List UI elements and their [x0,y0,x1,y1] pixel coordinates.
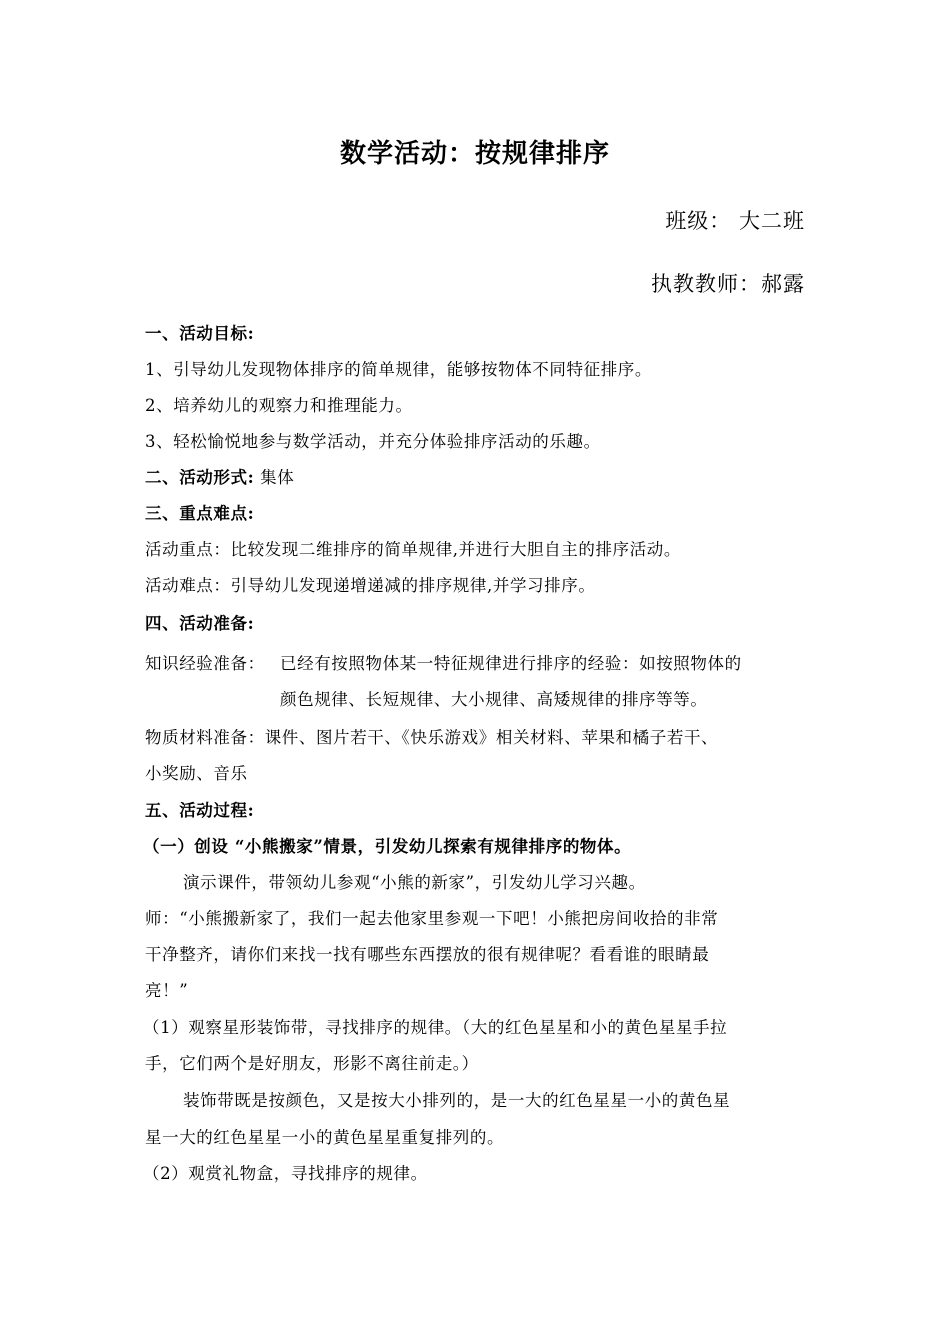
document-title: 数学活动：按规律排序 [339,139,610,169]
class-line: 班级： 大二班 [665,209,805,233]
goal-item-2: 2、培养幼儿的观察力和推理能力。 [145,396,413,415]
process-subheading-1: （一）创设 “小熊搬家”情景，引发幼儿探索有规律排序的物体。 [143,837,632,856]
goal-item-3: 3、轻松愉悦地参与数学活动，并充分体验排序活动的乐趣。 [145,432,601,451]
section-heading-focus: 三、重点难点: [145,504,255,523]
section-heading-form: 二、活动形式: [145,468,255,487]
section-heading-process: 五、活动过程: [145,801,255,820]
knowledge-label: 知识经验准备： [145,654,265,673]
teacher-line: 执教教师：郝露 [651,272,805,296]
knowledge-text-2: 颜色规律、长短规律、大小规律、高矮规律的排序等等。 [280,690,708,709]
material-text-1: 物质材料准备：课件、图片若干、《快乐游戏》相关材料、苹果和橘子若干、 [145,728,719,747]
ribbon-paragraph-line-2: 星一大的红色星星一小的黄色星星重复排列的。 [145,1128,505,1147]
observe-star-line-1: （1）观察星形装饰带，寻找排序的规律。（大的红色星星和小的黄色星星手拉 [143,1018,728,1037]
observe-giftbox-line: （2）观赏礼物盒，寻找排序的规律。 [143,1164,428,1183]
material-text-2: 小奖励、音乐 [145,764,248,783]
teacher-quote-line-2: 干净整齐，请你们来找一找有哪些东西摆放的很有规律呢？看看谁的眼睛最 [145,945,710,964]
focus-key-point: 活动重点：比较发现二维排序的简单规律,并进行大胆自主的排序活动。 [145,540,681,559]
teacher-quote-line-1: 师：“小熊搬新家了，我们一起去他家里参观一下吧！小熊把房间收拾的非常 [145,909,719,928]
section-heading-goals: 一、活动目标: [145,324,255,343]
process-paragraph-1: 演示课件，带领幼儿参观“小熊的新家”，引发幼儿学习兴趣。 [183,873,646,892]
teacher-quote-line-3: 亮！” [145,981,189,1000]
goal-item-1: 1、引导幼儿发现物体排序的简单规律，能够按物体不同特征排序。 [145,360,652,379]
knowledge-text-1: 已经有按照物体某一特征规律进行排序的经验：如按照物体的 [280,654,742,673]
ribbon-paragraph-line-1: 装饰带既是按颜色，又是按大小排列的，是一大的红色星星一小的黄色星 [183,1091,731,1110]
form-line [145,464,294,488]
section-heading-preparation: 四、活动准备: [145,614,255,633]
focus-difficulty: 活动难点：引导幼儿发现递增递减的排序规律,并学习排序。 [145,576,596,595]
form-value: 集体 [254,468,295,487]
observe-star-line-2: 手，它们两个是好朋友，形影不离往前走。） [145,1054,479,1073]
